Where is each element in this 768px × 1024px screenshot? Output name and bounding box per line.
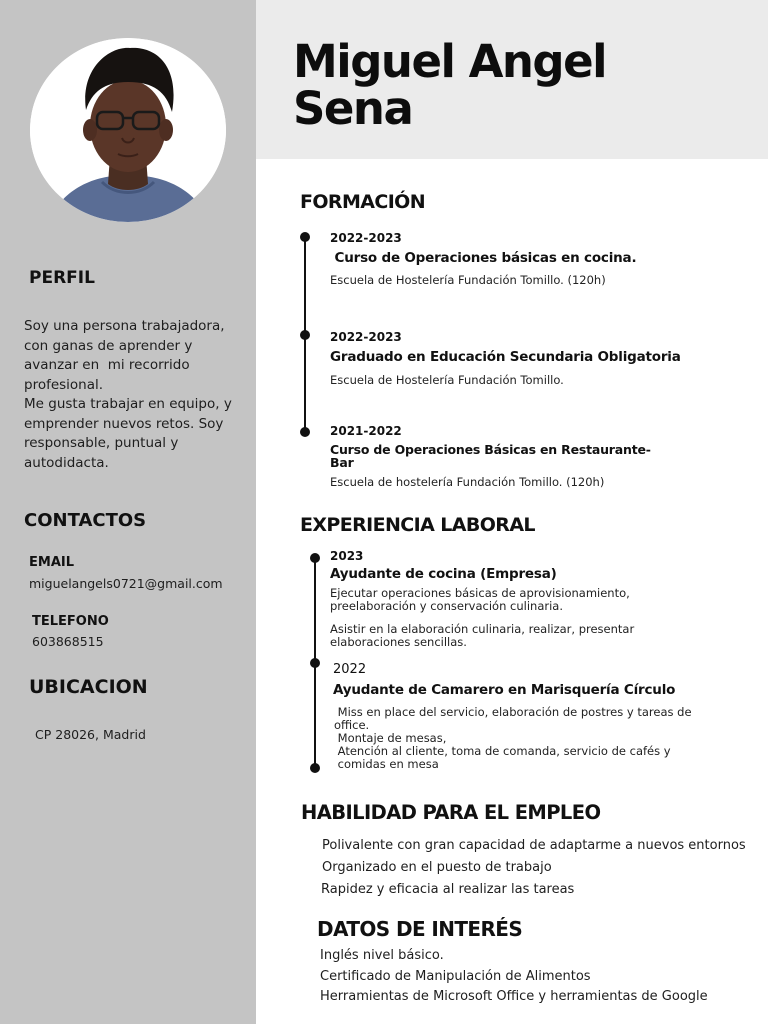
name-line-2: Sena [293, 82, 413, 135]
experiencia-title: Ayudante de Camarero en Marisquería Círculo [333, 682, 676, 698]
formacion-title: Graduado en Educación Secundaria Obligatoria [330, 349, 681, 365]
datos-item: Herramientas de Microsoft Office y herramientas de Google [320, 989, 708, 1004]
email-label: EMAIL [29, 555, 74, 570]
desc-line: Miss en place del servicio, elaboración de postres y tareas de [334, 705, 692, 719]
telefono-label: TELEFONO [32, 614, 109, 629]
formacion-title: Curso de Operaciones básicas en cocina. [330, 250, 637, 266]
timeline-dot [300, 330, 310, 340]
desc-line: office. [334, 718, 370, 732]
formacion-title-cont: Bar [330, 455, 354, 470]
desc-line: Ejecutar operaciones básicas de aprovisionamiento, [330, 586, 630, 600]
formacion-heading: FORMACIÓN [300, 191, 426, 213]
timeline-dot [310, 763, 320, 773]
datos-heading: DATOS DE INTERÉS [317, 917, 523, 941]
perfil-line: avanzar en mi recorrido [24, 357, 190, 373]
email-value[interactable]: miguelangels0721@gmail.com [29, 576, 223, 591]
habilidad-heading: HABILIDAD PARA EL EMPLEO [301, 801, 601, 824]
habilidad-item: Polivalente con gran capacidad de adaptarme a nuevos entornos [322, 838, 746, 853]
profile-photo [30, 38, 226, 222]
timeline-dot [300, 232, 310, 242]
perfil-line: profesional. [24, 376, 104, 393]
desc-line: Montaje de mesas, [334, 731, 447, 745]
ubicacion-heading: UBICACION [29, 676, 148, 698]
experiencia-heading: EXPERIENCIA LABORAL [300, 514, 535, 536]
experiencia-description [330, 587, 634, 649]
experiencia-year: 2023 [330, 549, 364, 563]
formacion-school: Escuela de Hostelería Fundación Tomillo. [330, 373, 564, 387]
experiencia-title: Ayudante de cocina (Empresa) [330, 566, 557, 582]
timeline-dot [310, 553, 320, 563]
desc-line: Asistir en la elaboración culinaria, realizar, presentar [330, 622, 635, 636]
perfil-line: autodidacta. [24, 454, 109, 471]
formacion-school: Escuela de hostelería Fundación Tomillo. (120h) [330, 475, 605, 489]
perfil-line: Me gusta trabajar en equipo, y [24, 396, 232, 412]
habilidad-item: Organizado en el puesto de trabajo [322, 860, 552, 875]
timeline-dot [300, 427, 310, 437]
perfil-line: responsable, puntual y [24, 435, 179, 451]
formacion-year: 2021-2022 [330, 424, 402, 438]
perfil-heading: PERFIL [29, 268, 95, 288]
formacion-year: 2022-2023 [330, 330, 402, 344]
candidate-name [293, 35, 607, 135]
perfil-line: Soy una persona trabajadora, [24, 318, 225, 334]
experiencia-description [334, 706, 692, 771]
formacion-school: Escuela de Hostelería Fundación Tomillo. (120h) [330, 273, 606, 287]
name-line-1: Miguel Angel [293, 35, 607, 88]
contactos-heading: CONTACTOS [24, 510, 147, 531]
telefono-value: 603868515 [32, 634, 104, 649]
desc-line: elaboraciones sencillas. [330, 635, 467, 649]
desc-line: comidas en mesa [334, 757, 439, 771]
profile-photo-illustration [30, 38, 226, 222]
perfil-text [24, 317, 232, 473]
datos-item: Inglés nivel básico. [320, 948, 444, 963]
desc-line: preelaboración y conservación culinaria. [330, 599, 563, 613]
perfil-line: emprender nuevos retos. Soy [24, 415, 224, 432]
habilidad-item: Rapidez y eficacia al realizar las tareas [321, 882, 575, 897]
desc-line: Atención al cliente, toma de comanda, servicio de cafés y [334, 744, 671, 758]
experiencia-year: 2022 [333, 662, 367, 677]
formacion-year: 2022-2023 [330, 231, 402, 245]
ubicacion-value: CP 28026, Madrid [35, 727, 146, 742]
timeline-dot [310, 658, 320, 668]
formacion-title: Curso de Operaciones Básicas en Restaurante- [330, 442, 651, 457]
datos-item: Certificado de Manipulación de Alimentos [320, 969, 591, 984]
perfil-line: con ganas de aprender y [24, 337, 193, 354]
